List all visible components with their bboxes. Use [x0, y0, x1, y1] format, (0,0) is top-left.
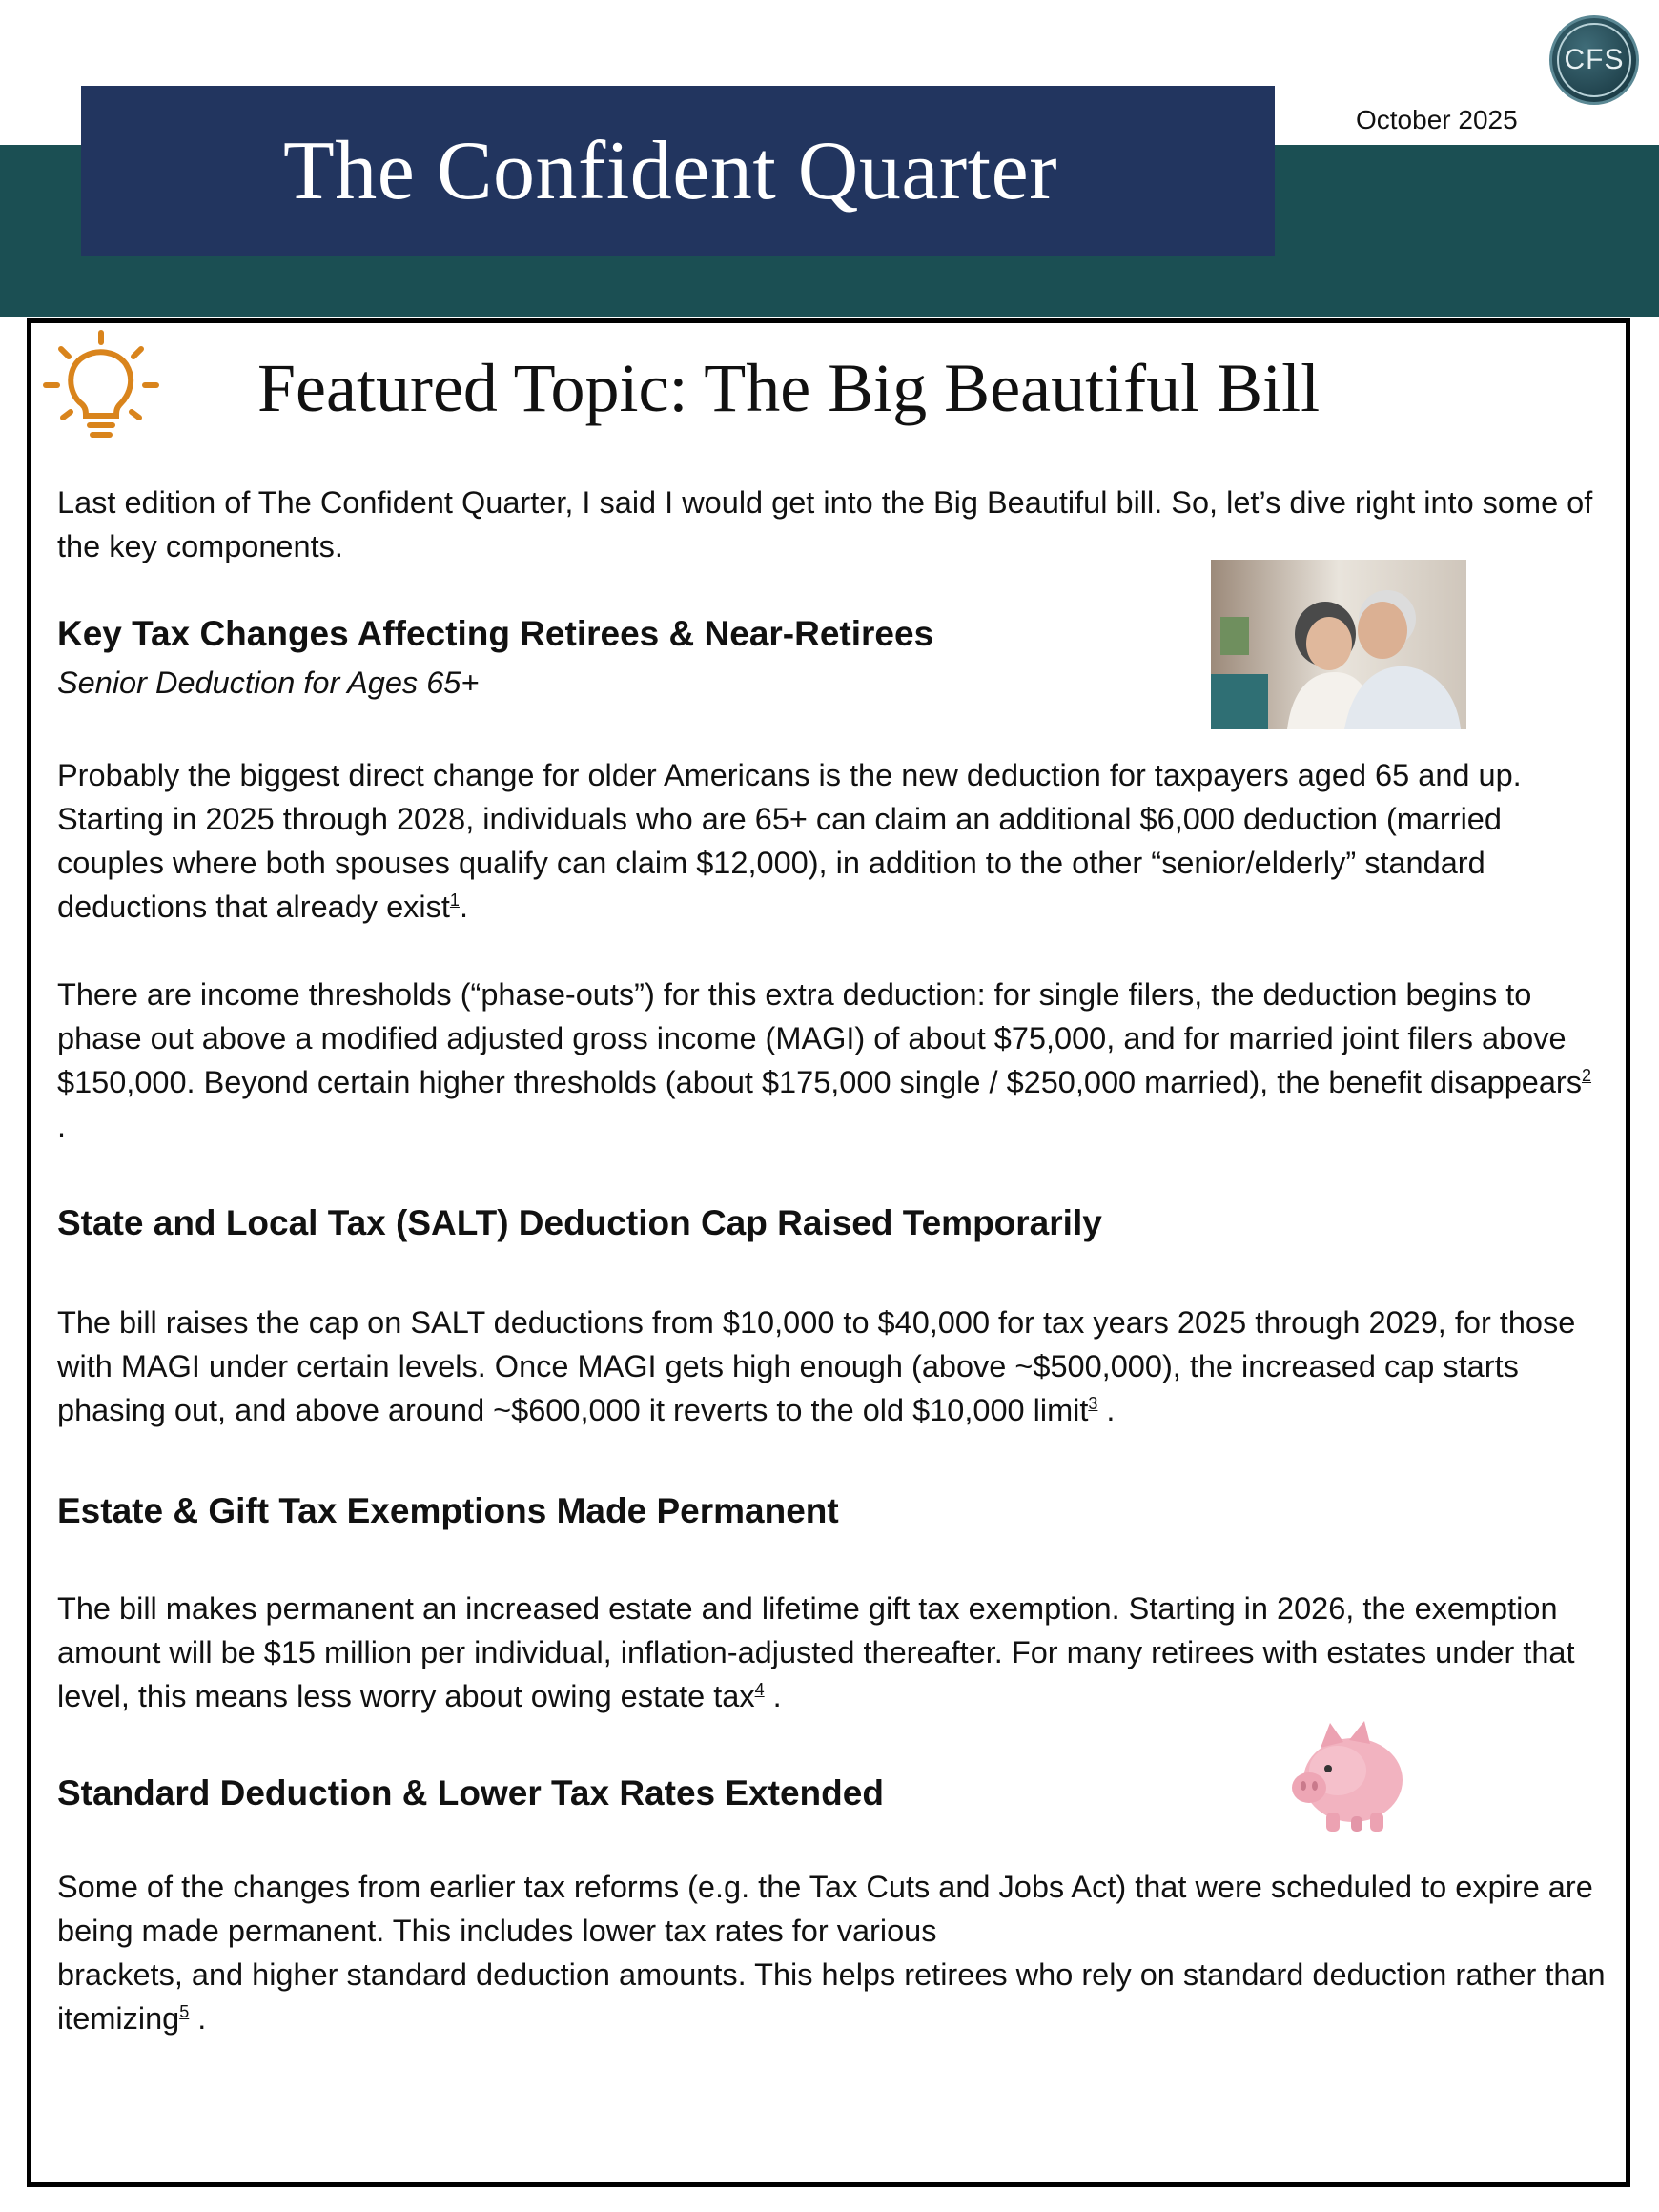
newsletter-title-box — [81, 86, 1275, 256]
cfs-logo — [1549, 15, 1639, 105]
paragraph-text: brackets, and higher standard deduction amounts. This helps retirees who rely on standard deduction rather than itemizing — [57, 1957, 1606, 2036]
section-heading-estate: Estate & Gift Tax Exemptions Made Permanent — [57, 1491, 839, 1530]
paragraph-end: . — [1097, 1393, 1116, 1427]
section-heading-retirees: Key Tax Changes Affecting Retirees & Near-Retirees — [57, 614, 934, 653]
senior-couple-photo — [1211, 560, 1466, 729]
issue-date: October 2025 — [1356, 105, 1518, 134]
paragraph-end: . — [57, 1109, 67, 1143]
section-heading-standard-deduction: Standard Deduction & Lower Tax Rates Extended — [57, 1773, 884, 1813]
footnote-link-3[interactable]: 3 — [1088, 1394, 1098, 1414]
paragraph-end: . — [764, 1679, 782, 1713]
paragraph-end: . — [459, 890, 468, 924]
paragraph-estate — [57, 1587, 1607, 1718]
paragraph-standard-deduction-b — [57, 1953, 1607, 2040]
paragraph-salt — [57, 1301, 1607, 1432]
intro-paragraph: Last edition of The Confident Quarter, I said I would get into the Big Beautiful bill. So, let’s dive right into some of the key components. — [57, 485, 1593, 563]
footnote-link-1[interactable]: 1 — [449, 891, 460, 911]
newsletter-title: The Confident Quarter — [283, 124, 1057, 217]
section-heading-salt: State and Local Tax (SALT) Deduction Cap Raised Temporarily — [57, 1203, 1102, 1242]
footnote-link-2[interactable]: 2 — [1582, 1066, 1592, 1086]
logo-ring — [1557, 23, 1631, 97]
piggy-bank-image — [1282, 1710, 1416, 1843]
paragraph-senior-deduction — [57, 753, 1607, 929]
section-subheading-senior-deduction: Senior Deduction for Ages 65+ — [57, 666, 480, 700]
paragraph-text: The bill makes permanent an increased estate and lifetime gift tax exemption. Starting in 2026, the exemption amount will be $15 million per individual, inflation-adjusted thereafter. For many retirees with estates under that level, this means less worry about owing estate tax — [57, 1591, 1575, 1713]
logo-text: CFS — [1564, 44, 1625, 75]
lightbulb-icon — [42, 330, 160, 454]
paragraph-text: Probably the biggest direct change for older Americans is the new deduction for taxpayers aged 65 and up. Starting in 2025 through 2028, individuals who are 65+ can claim an additional $6,000 deduction (married couples where both spouses qualify can claim $12,000), in addition to the other “senior/elderly” standard deductions that already exist — [57, 758, 1522, 924]
featured-topic-title: Featured Topic: The Big Beautiful Bill — [257, 350, 1321, 426]
footnote-link-4[interactable]: 4 — [754, 1680, 765, 1700]
footnote-link-5[interactable]: 5 — [179, 2002, 190, 2022]
paragraph-text: There are income thresholds (“phase-outs”) for this extra deduction: for single filers, the deduction begins to phase out above a modified adjusted gross income (MAGI) of about $75,000, and for married joint filers above $150,000. Beyond certain higher thresholds (about $175,000 single / $250,000 married), the benefit disappears — [57, 977, 1583, 1099]
paragraph-phase-outs — [57, 973, 1607, 1148]
paragraph-standard-deduction-a: Some of the changes from earlier tax reforms (e.g. the Tax Cuts and Jobs Act) that were scheduled to expire are being made permanent. This includes lower tax rates for various — [57, 1870, 1593, 1948]
paragraph-end: . — [189, 2001, 207, 2036]
paragraph-text: The bill raises the cap on SALT deductions from $10,000 to $40,000 for tax years 2025 through 2029, for those with MAGI under certain levels. Once MAGI gets high enough (above ~$500,000), the increased cap starts phasing out, and above around ~$600,000 it reverts to the old $10,000 limit — [57, 1305, 1576, 1427]
